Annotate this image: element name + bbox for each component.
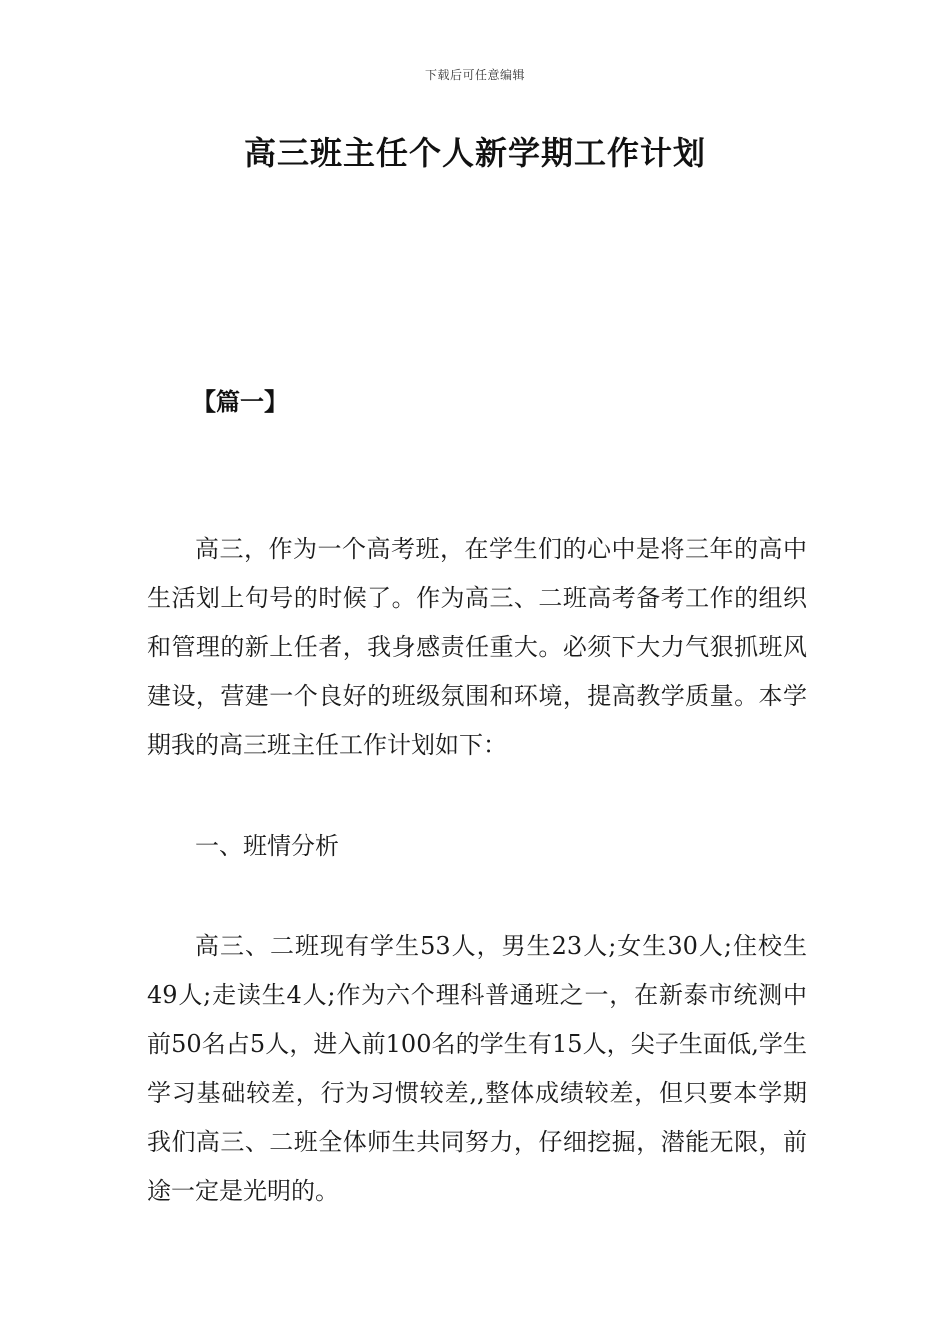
- section-heading-class-analysis: 一、班情分析: [195, 832, 339, 860]
- document-title: 高三班主任个人新学期工作计划: [243, 134, 706, 172]
- paragraph-intro: 高三，作为一个高考班，在学生们的心中是将三年的高中生活划上句号的时候了。作为高三、二班高考备考工作的组织和管理的新上任者，我身感责任重大。必须下大力气狠抓班风建设，营建一个良好的班级氛围和环境，提高教学质量。本学期我的高三班主任工作计划如下：: [147, 535, 807, 759]
- paragraph-class-analysis: 高三、二班现有学生53人，男生23人;女生30人;住校生49人;走读生4人;作为六个理科普通班之一，在新泰市统测中前50名占5人，进入前100名的学生有15人，尖子生面低,学生学习基础较差，行为习惯较差,,整体成绩较差，但只要本学期我们高三、二班全体师生共同努力，仔细挖掘，潜能无限，前途一定是光明的。: [147, 932, 807, 1205]
- header-note: 下载后可任意编辑: [424, 68, 525, 82]
- section-tag: 【篇一】: [192, 388, 288, 416]
